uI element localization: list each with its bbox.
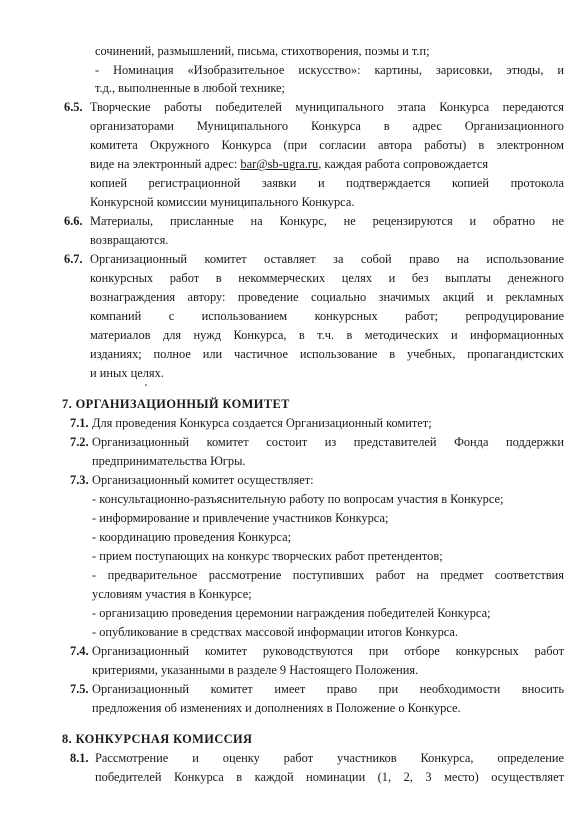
- text-line: критериями, указанными в разделе 9 Настоящего Положения.: [92, 663, 419, 677]
- text-line: материалов для нужд Конкурса, в т.ч. в методических и информационных: [90, 328, 564, 342]
- text-line: Рассмотрение и оценку работ участников Конкурса, определение: [95, 751, 564, 765]
- text-line: предложения об изменениях и дополнениях в Положение о Конкурсе.: [92, 701, 461, 715]
- text-line: конкурсных работ в некоммерческих целях и без выплаты денежного: [90, 271, 564, 285]
- text-line: предпринимательства Югры.: [92, 454, 246, 468]
- bullet-item: - прием поступающих на конкурс творческих работ претендентов;: [92, 549, 443, 563]
- text-line: т.д., выполненные в любой технике;: [95, 81, 285, 95]
- text-line: Творческие работы победителей муниципального этапа Конкурса передаются: [90, 100, 564, 114]
- text-fragment: , каждая работа сопровождается: [318, 157, 489, 171]
- text-line: изданиях; полное или частичное использование в учебных, пропагандистских: [90, 347, 564, 361]
- clause-number: 6.6.: [64, 214, 83, 228]
- text-line: Организационный комитет состоит из представителей Фонда поддержки: [92, 435, 564, 449]
- text-line: Организационный комитет оставляет за собой право на использование: [90, 252, 564, 266]
- text-line: комитета Окружного Конкурса (при согласии автора работы) в электронном: [90, 138, 564, 152]
- text-line: Организационный комитет имеет право при необходимости вносить: [92, 682, 564, 696]
- text-line: Организационный комитет руководствуются при отборе конкурсных работ: [92, 644, 564, 658]
- text-line: компаний с использованием конкурсных работ; репродуцирование: [90, 309, 564, 323]
- bullet-item: - информирование и привлечение участников Конкурса;: [92, 511, 389, 525]
- bullet-item: условиям участия в Конкурсе;: [92, 587, 252, 601]
- bullet-item: - организацию проведения церемонии награждения победителей Конкурса;: [92, 606, 491, 620]
- text-line: Организационный комитет осуществляет:: [92, 473, 314, 487]
- bullet-item: - опубликование в средствах массовой информации итогов Конкурса.: [92, 625, 459, 639]
- bullet-item: - консультационно-разъяснительную работу по вопросам участия в Конкурсе;: [92, 492, 504, 506]
- email-link[interactable]: bar@sb-ugra.ru: [240, 157, 319, 171]
- scan-speck: [145, 384, 147, 386]
- text-line: - Номинация «Изобразительное искусство»: картины, зарисовки, этюды, и: [95, 63, 564, 77]
- clause-number: 6.7.: [64, 252, 83, 266]
- text-line: [90, 157, 488, 171]
- clause-number: 7.1.: [70, 416, 89, 430]
- text-line: вознаграждения автору: проведение социально значимых акций и рекламных: [90, 290, 564, 304]
- text-line: Конкурсной комиссии муниципального Конкурса.: [90, 195, 355, 209]
- text-line: организаторами Муниципального Конкурса в адрес Организационного: [90, 119, 564, 133]
- bullet-item: - координацию проведения Конкурса;: [92, 530, 292, 544]
- text-line: копией регистрационной заявки и подтверждается копией протокола: [90, 176, 564, 190]
- text-line: сочинений, размышлений, письма, стихотворения, поэмы и т.п;: [95, 44, 430, 58]
- section-heading: 7. ОРГАНИЗАЦИОННЫЙ КОМИТЕТ: [62, 397, 290, 411]
- clause-number: 6.5.: [64, 100, 83, 114]
- clause-number: 7.3.: [70, 473, 89, 487]
- text-line: возвращаются.: [90, 233, 169, 247]
- text-fragment: виде на электронный адрес:: [90, 157, 241, 171]
- clause-number: 7.4.: [70, 644, 89, 658]
- text-line: Материалы, присланные на Конкурс, не рецензируются и обратно не: [90, 214, 564, 228]
- clause-number: 7.5.: [70, 682, 89, 696]
- clause-number: 7.2.: [70, 435, 89, 449]
- text-line: победителей Конкурса в каждой номинации (1, 2, 3 место) осуществляет: [95, 770, 564, 784]
- text-line: Для проведения Конкурса создается Организационный комитет;: [92, 416, 432, 430]
- section-heading: 8. КОНКУРСНАЯ КОМИССИЯ: [62, 732, 253, 746]
- text-line: и иных целях.: [90, 366, 164, 380]
- clause-number: 8.1.: [70, 751, 89, 765]
- bullet-item: - предварительное рассмотрение поступивших работ на предмет соответствия: [92, 568, 564, 582]
